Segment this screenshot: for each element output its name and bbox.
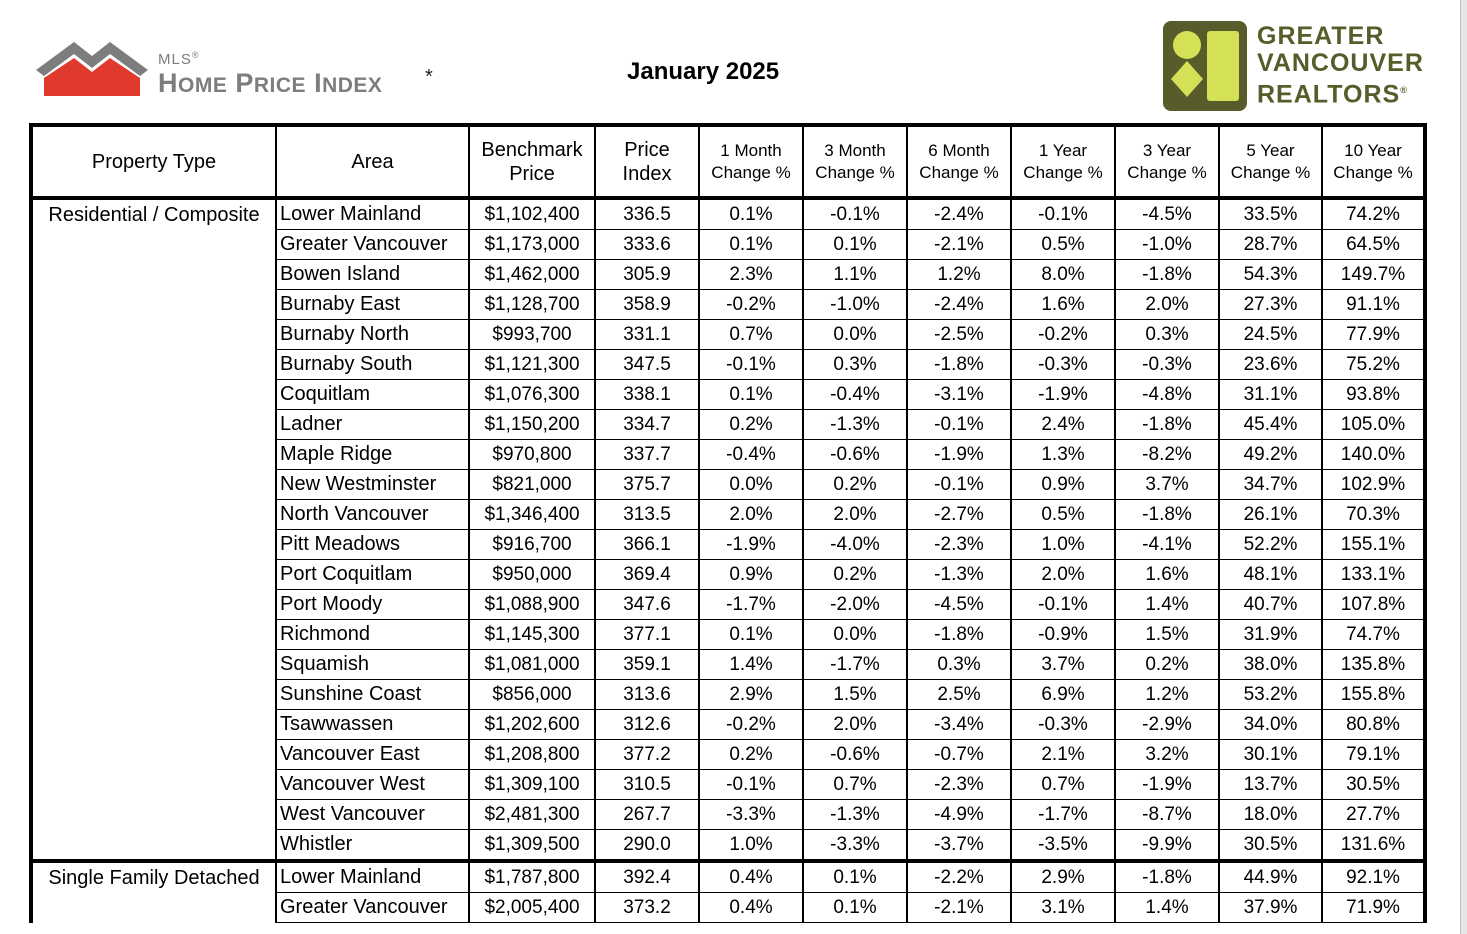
3-month-change-cell: 2.0% [803, 710, 907, 740]
10-year-change-cell: 71.9% [1322, 893, 1425, 923]
benchmark-price-cell: $2,481,300 [469, 800, 595, 830]
10-year-change-cell: 133.1% [1322, 560, 1425, 590]
10-year-change-cell: 92.1% [1322, 861, 1425, 893]
header-benchmark-price: Benchmark Price [469, 125, 595, 198]
1-year-change-cell: -0.1% [1011, 590, 1115, 620]
5-year-change-cell: 38.0% [1219, 650, 1322, 680]
price-index-cell: 373.2 [595, 893, 699, 923]
3-month-change-cell: -0.6% [803, 740, 907, 770]
header-property-type: Property Type [31, 125, 276, 198]
price-index-cell: 334.7 [595, 410, 699, 440]
3-month-change-cell: -0.4% [803, 380, 907, 410]
3-year-change-cell: -1.0% [1115, 230, 1219, 260]
benchmark-price-cell: $1,102,400 [469, 198, 595, 230]
10-year-change-cell: 140.0% [1322, 440, 1425, 470]
3-year-change-cell: -4.5% [1115, 198, 1219, 230]
3-year-change-cell: 1.4% [1115, 590, 1219, 620]
6-month-change-cell: -2.1% [907, 230, 1011, 260]
1-month-change-cell: 0.4% [699, 861, 803, 893]
3-year-change-cell: 1.4% [1115, 893, 1219, 923]
1-year-change-cell: 1.6% [1011, 290, 1115, 320]
header-5-year-change: 5 Year Change % [1219, 125, 1322, 198]
greater-vancouver-realtors-logo [1163, 21, 1423, 113]
1-year-change-cell: 8.0% [1011, 260, 1115, 290]
property-type-cell: Single Family Detached [31, 861, 276, 923]
benchmark-price-cell: $1,150,200 [469, 410, 595, 440]
3-month-change-cell: 0.0% [803, 320, 907, 350]
price-index-cell: 333.6 [595, 230, 699, 260]
price-index-cell: 375.7 [595, 470, 699, 500]
3-month-change-cell: 2.0% [803, 500, 907, 530]
3-year-change-cell: -2.9% [1115, 710, 1219, 740]
report-title: January 2025 [627, 58, 780, 85]
1-year-change-cell: 0.7% [1011, 770, 1115, 800]
area-cell: Ladner [276, 410, 469, 440]
3-month-change-cell: 0.7% [803, 770, 907, 800]
3-month-change-cell: 0.1% [803, 893, 907, 923]
5-year-change-cell: 28.7% [1219, 230, 1322, 260]
5-year-change-cell: 40.7% [1219, 590, 1322, 620]
6-month-change-cell: -2.5% [907, 320, 1011, 350]
benchmark-price-cell: $1,088,900 [469, 590, 595, 620]
price-index-cell: 331.1 [595, 320, 699, 350]
10-year-change-cell: 74.2% [1322, 198, 1425, 230]
benchmark-price-cell: $993,700 [469, 320, 595, 350]
5-year-change-cell: 30.1% [1219, 740, 1322, 770]
3-year-change-cell: -1.8% [1115, 500, 1219, 530]
1-year-change-cell: 0.5% [1011, 500, 1115, 530]
6-month-change-cell: -0.1% [907, 470, 1011, 500]
3-year-change-cell: 0.3% [1115, 320, 1219, 350]
mls-label: MLS® [158, 50, 200, 68]
1-month-change-cell: 0.1% [699, 380, 803, 410]
area-cell: Coquitlam [276, 380, 469, 410]
6-month-change-cell: 1.2% [907, 260, 1011, 290]
table-header-row [31, 125, 1425, 198]
3-month-change-cell: -4.0% [803, 530, 907, 560]
1-month-change-cell: 0.2% [699, 410, 803, 440]
10-year-change-cell: 64.5% [1322, 230, 1425, 260]
asterisk: * [425, 66, 433, 88]
6-month-change-cell: 2.5% [907, 680, 1011, 710]
1-month-change-cell: -0.2% [699, 710, 803, 740]
3-month-change-cell: 0.1% [803, 861, 907, 893]
area-cell: Pitt Meadows [276, 530, 469, 560]
3-year-change-cell: 1.5% [1115, 620, 1219, 650]
3-month-change-cell: -0.6% [803, 440, 907, 470]
1-month-change-cell: 0.1% [699, 620, 803, 650]
6-month-change-cell: -1.8% [907, 350, 1011, 380]
area-cell: Richmond [276, 620, 469, 650]
3-year-change-cell: 3.7% [1115, 470, 1219, 500]
area-cell: Vancouver East [276, 740, 469, 770]
area-cell: Greater Vancouver [276, 230, 469, 260]
price-index-cell: 369.4 [595, 560, 699, 590]
price-index-cell: 267.7 [595, 800, 699, 830]
1-year-change-cell: 1.3% [1011, 440, 1115, 470]
1-year-change-cell: -1.7% [1011, 800, 1115, 830]
benchmark-price-cell: $1,202,600 [469, 710, 595, 740]
10-year-change-cell: 30.5% [1322, 770, 1425, 800]
3-month-change-cell: 0.0% [803, 620, 907, 650]
10-year-change-cell: 149.7% [1322, 260, 1425, 290]
price-index-cell: 347.5 [595, 350, 699, 380]
6-month-change-cell: -2.2% [907, 861, 1011, 893]
price-index-cell: 366.1 [595, 530, 699, 560]
area-cell: Port Coquitlam [276, 560, 469, 590]
price-index-cell: 337.7 [595, 440, 699, 470]
benchmark-price-cell: $856,000 [469, 680, 595, 710]
price-index-cell: 377.1 [595, 620, 699, 650]
benchmark-price-cell: $1,462,000 [469, 260, 595, 290]
1-month-change-cell: 0.2% [699, 740, 803, 770]
6-month-change-cell: -1.3% [907, 560, 1011, 590]
5-year-change-cell: 52.2% [1219, 530, 1322, 560]
5-year-change-cell: 53.2% [1219, 680, 1322, 710]
5-year-change-cell: 44.9% [1219, 861, 1322, 893]
10-year-change-cell: 102.9% [1322, 470, 1425, 500]
1-year-change-cell: 6.9% [1011, 680, 1115, 710]
1-month-change-cell: 0.9% [699, 560, 803, 590]
home-price-index-wordmark: HOME PRICE INDEX [158, 68, 383, 98]
10-year-change-cell: 80.8% [1322, 710, 1425, 740]
10-year-change-cell: 27.7% [1322, 800, 1425, 830]
header-1-year-change: 1 Year Change % [1011, 125, 1115, 198]
price-index-cell: 313.5 [595, 500, 699, 530]
5-year-change-cell: 33.5% [1219, 198, 1322, 230]
10-year-change-cell: 75.2% [1322, 350, 1425, 380]
10-year-change-cell: 131.6% [1322, 830, 1425, 862]
home-price-index-table [29, 123, 1427, 923]
benchmark-price-cell: $1,208,800 [469, 740, 595, 770]
area-cell: New Westminster [276, 470, 469, 500]
price-index-cell: 313.6 [595, 680, 699, 710]
1-year-change-cell: 2.0% [1011, 560, 1115, 590]
price-index-cell: 310.5 [595, 770, 699, 800]
3-year-change-cell: -9.9% [1115, 830, 1219, 862]
5-year-change-cell: 37.9% [1219, 893, 1322, 923]
price-index-cell: 359.1 [595, 650, 699, 680]
1-month-change-cell: 2.3% [699, 260, 803, 290]
1-month-change-cell: 2.0% [699, 500, 803, 530]
area-cell: Vancouver West [276, 770, 469, 800]
6-month-change-cell: -0.7% [907, 740, 1011, 770]
10-year-change-cell: 70.3% [1322, 500, 1425, 530]
table-body [31, 198, 1425, 923]
1-year-change-cell: -1.9% [1011, 380, 1115, 410]
1-month-change-cell: -1.7% [699, 590, 803, 620]
3-month-change-cell: -1.3% [803, 410, 907, 440]
area-cell: Burnaby North [276, 320, 469, 350]
benchmark-price-cell: $1,173,000 [469, 230, 595, 260]
1-year-change-cell: -0.1% [1011, 198, 1115, 230]
6-month-change-cell: -1.8% [907, 620, 1011, 650]
3-year-change-cell: 2.0% [1115, 290, 1219, 320]
benchmark-price-cell: $1,145,300 [469, 620, 595, 650]
area-cell: Burnaby East [276, 290, 469, 320]
1-month-change-cell: 0.0% [699, 470, 803, 500]
1-month-change-cell: 1.4% [699, 650, 803, 680]
1-month-change-cell: -3.3% [699, 800, 803, 830]
benchmark-price-cell: $1,121,300 [469, 350, 595, 380]
benchmark-price-cell: $1,309,500 [469, 830, 595, 862]
3-year-change-cell: -1.8% [1115, 260, 1219, 290]
benchmark-price-cell: $916,700 [469, 530, 595, 560]
1-month-change-cell: 2.9% [699, 680, 803, 710]
5-year-change-cell: 30.5% [1219, 830, 1322, 862]
benchmark-price-cell: $1,081,000 [469, 650, 595, 680]
3-year-change-cell: 0.2% [1115, 650, 1219, 680]
6-month-change-cell: -0.1% [907, 410, 1011, 440]
1-year-change-cell: -0.3% [1011, 350, 1115, 380]
3-year-change-cell: 3.2% [1115, 740, 1219, 770]
header-price-index: Price Index [595, 125, 699, 198]
3-month-change-cell: 1.5% [803, 680, 907, 710]
gvr-wordmark: GREATER VANCOUVER REALTORS® [1257, 22, 1424, 109]
area-cell: West Vancouver [276, 800, 469, 830]
6-month-change-cell: -2.4% [907, 290, 1011, 320]
gvr-person-icon [1163, 21, 1247, 111]
area-cell: Lower Mainland [276, 198, 469, 230]
house-roof-icon [36, 36, 148, 98]
table-row [31, 198, 1425, 230]
3-year-change-cell: -8.7% [1115, 800, 1219, 830]
area-cell: Whistler [276, 830, 469, 862]
6-month-change-cell: -4.5% [907, 590, 1011, 620]
header-1-month-change: 1 Month Change % [699, 125, 803, 198]
6-month-change-cell: -3.1% [907, 380, 1011, 410]
3-month-change-cell: 0.3% [803, 350, 907, 380]
benchmark-price-cell: $821,000 [469, 470, 595, 500]
benchmark-price-cell: $970,800 [469, 440, 595, 470]
header-6-month-change: 6 Month Change % [907, 125, 1011, 198]
benchmark-price-cell: $1,346,400 [469, 500, 595, 530]
1-month-change-cell: 0.1% [699, 198, 803, 230]
6-month-change-cell: -2.1% [907, 893, 1011, 923]
10-year-change-cell: 77.9% [1322, 320, 1425, 350]
10-year-change-cell: 91.1% [1322, 290, 1425, 320]
benchmark-price-cell: $1,309,100 [469, 770, 595, 800]
price-index-cell: 312.6 [595, 710, 699, 740]
10-year-change-cell: 93.8% [1322, 380, 1425, 410]
benchmark-price-cell: $1,128,700 [469, 290, 595, 320]
1-month-change-cell: -0.4% [699, 440, 803, 470]
10-year-change-cell: 155.8% [1322, 680, 1425, 710]
area-cell: Lower Mainland [276, 861, 469, 893]
price-index-cell: 305.9 [595, 260, 699, 290]
1-year-change-cell: -3.5% [1011, 830, 1115, 862]
5-year-change-cell: 49.2% [1219, 440, 1322, 470]
3-year-change-cell: -8.2% [1115, 440, 1219, 470]
1-month-change-cell: -1.9% [699, 530, 803, 560]
benchmark-price-cell: $2,005,400 [469, 893, 595, 923]
5-year-change-cell: 34.0% [1219, 710, 1322, 740]
5-year-change-cell: 54.3% [1219, 260, 1322, 290]
10-year-change-cell: 74.7% [1322, 620, 1425, 650]
10-year-change-cell: 107.8% [1322, 590, 1425, 620]
mls-home-price-index-logo [36, 36, 456, 106]
area-cell: Port Moody [276, 590, 469, 620]
3-month-change-cell: -3.3% [803, 830, 907, 862]
3-month-change-cell: 1.1% [803, 260, 907, 290]
10-year-change-cell: 135.8% [1322, 650, 1425, 680]
1-year-change-cell: 2.1% [1011, 740, 1115, 770]
area-cell: Bowen Island [276, 260, 469, 290]
table-row [31, 861, 1425, 893]
price-index-cell: 290.0 [595, 830, 699, 862]
3-year-change-cell: -1.9% [1115, 770, 1219, 800]
price-index-cell: 336.5 [595, 198, 699, 230]
3-month-change-cell: 0.2% [803, 470, 907, 500]
1-month-change-cell: -0.1% [699, 770, 803, 800]
area-cell: Squamish [276, 650, 469, 680]
1-month-change-cell: 0.4% [699, 893, 803, 923]
scrollbar[interactable] [1460, 0, 1467, 934]
benchmark-price-cell: $1,787,800 [469, 861, 595, 893]
6-month-change-cell: -1.9% [907, 440, 1011, 470]
5-year-change-cell: 34.7% [1219, 470, 1322, 500]
header-10-year-change: 10 Year Change % [1322, 125, 1425, 198]
price-index-cell: 338.1 [595, 380, 699, 410]
3-year-change-cell: -1.8% [1115, 861, 1219, 893]
6-month-change-cell: -2.4% [907, 198, 1011, 230]
3-month-change-cell: -1.3% [803, 800, 907, 830]
3-month-change-cell: 0.2% [803, 560, 907, 590]
6-month-change-cell: 0.3% [907, 650, 1011, 680]
5-year-change-cell: 26.1% [1219, 500, 1322, 530]
1-month-change-cell: -0.1% [699, 350, 803, 380]
price-index-cell: 392.4 [595, 861, 699, 893]
header-3-year-change: 3 Year Change % [1115, 125, 1219, 198]
1-year-change-cell: -0.2% [1011, 320, 1115, 350]
area-cell: Burnaby South [276, 350, 469, 380]
3-year-change-cell: -4.1% [1115, 530, 1219, 560]
6-month-change-cell: -2.3% [907, 530, 1011, 560]
price-index-cell: 358.9 [595, 290, 699, 320]
3-month-change-cell: -1.7% [803, 650, 907, 680]
5-year-change-cell: 31.1% [1219, 380, 1322, 410]
price-index-cell: 377.2 [595, 740, 699, 770]
property-type-cell: Residential / Composite [31, 198, 276, 861]
1-year-change-cell: -0.3% [1011, 710, 1115, 740]
5-year-change-cell: 23.6% [1219, 350, 1322, 380]
3-year-change-cell: -4.8% [1115, 380, 1219, 410]
area-cell: Tsawwassen [276, 710, 469, 740]
1-year-change-cell: 3.7% [1011, 650, 1115, 680]
1-year-change-cell: 0.9% [1011, 470, 1115, 500]
1-year-change-cell: -0.9% [1011, 620, 1115, 650]
3-year-change-cell: 1.2% [1115, 680, 1219, 710]
area-cell: Greater Vancouver [276, 893, 469, 923]
header-area: Area [276, 125, 469, 198]
6-month-change-cell: -2.3% [907, 770, 1011, 800]
1-month-change-cell: 1.0% [699, 830, 803, 862]
5-year-change-cell: 45.4% [1219, 410, 1322, 440]
10-year-change-cell: 105.0% [1322, 410, 1425, 440]
area-cell: Sunshine Coast [276, 680, 469, 710]
5-year-change-cell: 24.5% [1219, 320, 1322, 350]
6-month-change-cell: -4.9% [907, 800, 1011, 830]
1-year-change-cell: 2.9% [1011, 861, 1115, 893]
3-year-change-cell: -0.3% [1115, 350, 1219, 380]
5-year-change-cell: 18.0% [1219, 800, 1322, 830]
5-year-change-cell: 48.1% [1219, 560, 1322, 590]
6-month-change-cell: -3.4% [907, 710, 1011, 740]
3-year-change-cell: 1.6% [1115, 560, 1219, 590]
price-index-cell: 347.6 [595, 590, 699, 620]
5-year-change-cell: 27.3% [1219, 290, 1322, 320]
1-year-change-cell: 0.5% [1011, 230, 1115, 260]
area-cell: North Vancouver [276, 500, 469, 530]
1-year-change-cell: 1.0% [1011, 530, 1115, 560]
3-month-change-cell: -0.1% [803, 198, 907, 230]
1-month-change-cell: 0.1% [699, 230, 803, 260]
1-month-change-cell: -0.2% [699, 290, 803, 320]
1-year-change-cell: 3.1% [1011, 893, 1115, 923]
5-year-change-cell: 13.7% [1219, 770, 1322, 800]
area-cell: Maple Ridge [276, 440, 469, 470]
6-month-change-cell: -3.7% [907, 830, 1011, 862]
10-year-change-cell: 79.1% [1322, 740, 1425, 770]
benchmark-price-cell: $1,076,300 [469, 380, 595, 410]
1-year-change-cell: 2.4% [1011, 410, 1115, 440]
5-year-change-cell: 31.9% [1219, 620, 1322, 650]
3-year-change-cell: -1.8% [1115, 410, 1219, 440]
3-month-change-cell: -1.0% [803, 290, 907, 320]
benchmark-price-cell: $950,000 [469, 560, 595, 590]
10-year-change-cell: 155.1% [1322, 530, 1425, 560]
6-month-change-cell: -2.7% [907, 500, 1011, 530]
3-month-change-cell: 0.1% [803, 230, 907, 260]
3-month-change-cell: -2.0% [803, 590, 907, 620]
1-month-change-cell: 0.7% [699, 320, 803, 350]
header-3-month-change: 3 Month Change % [803, 125, 907, 198]
